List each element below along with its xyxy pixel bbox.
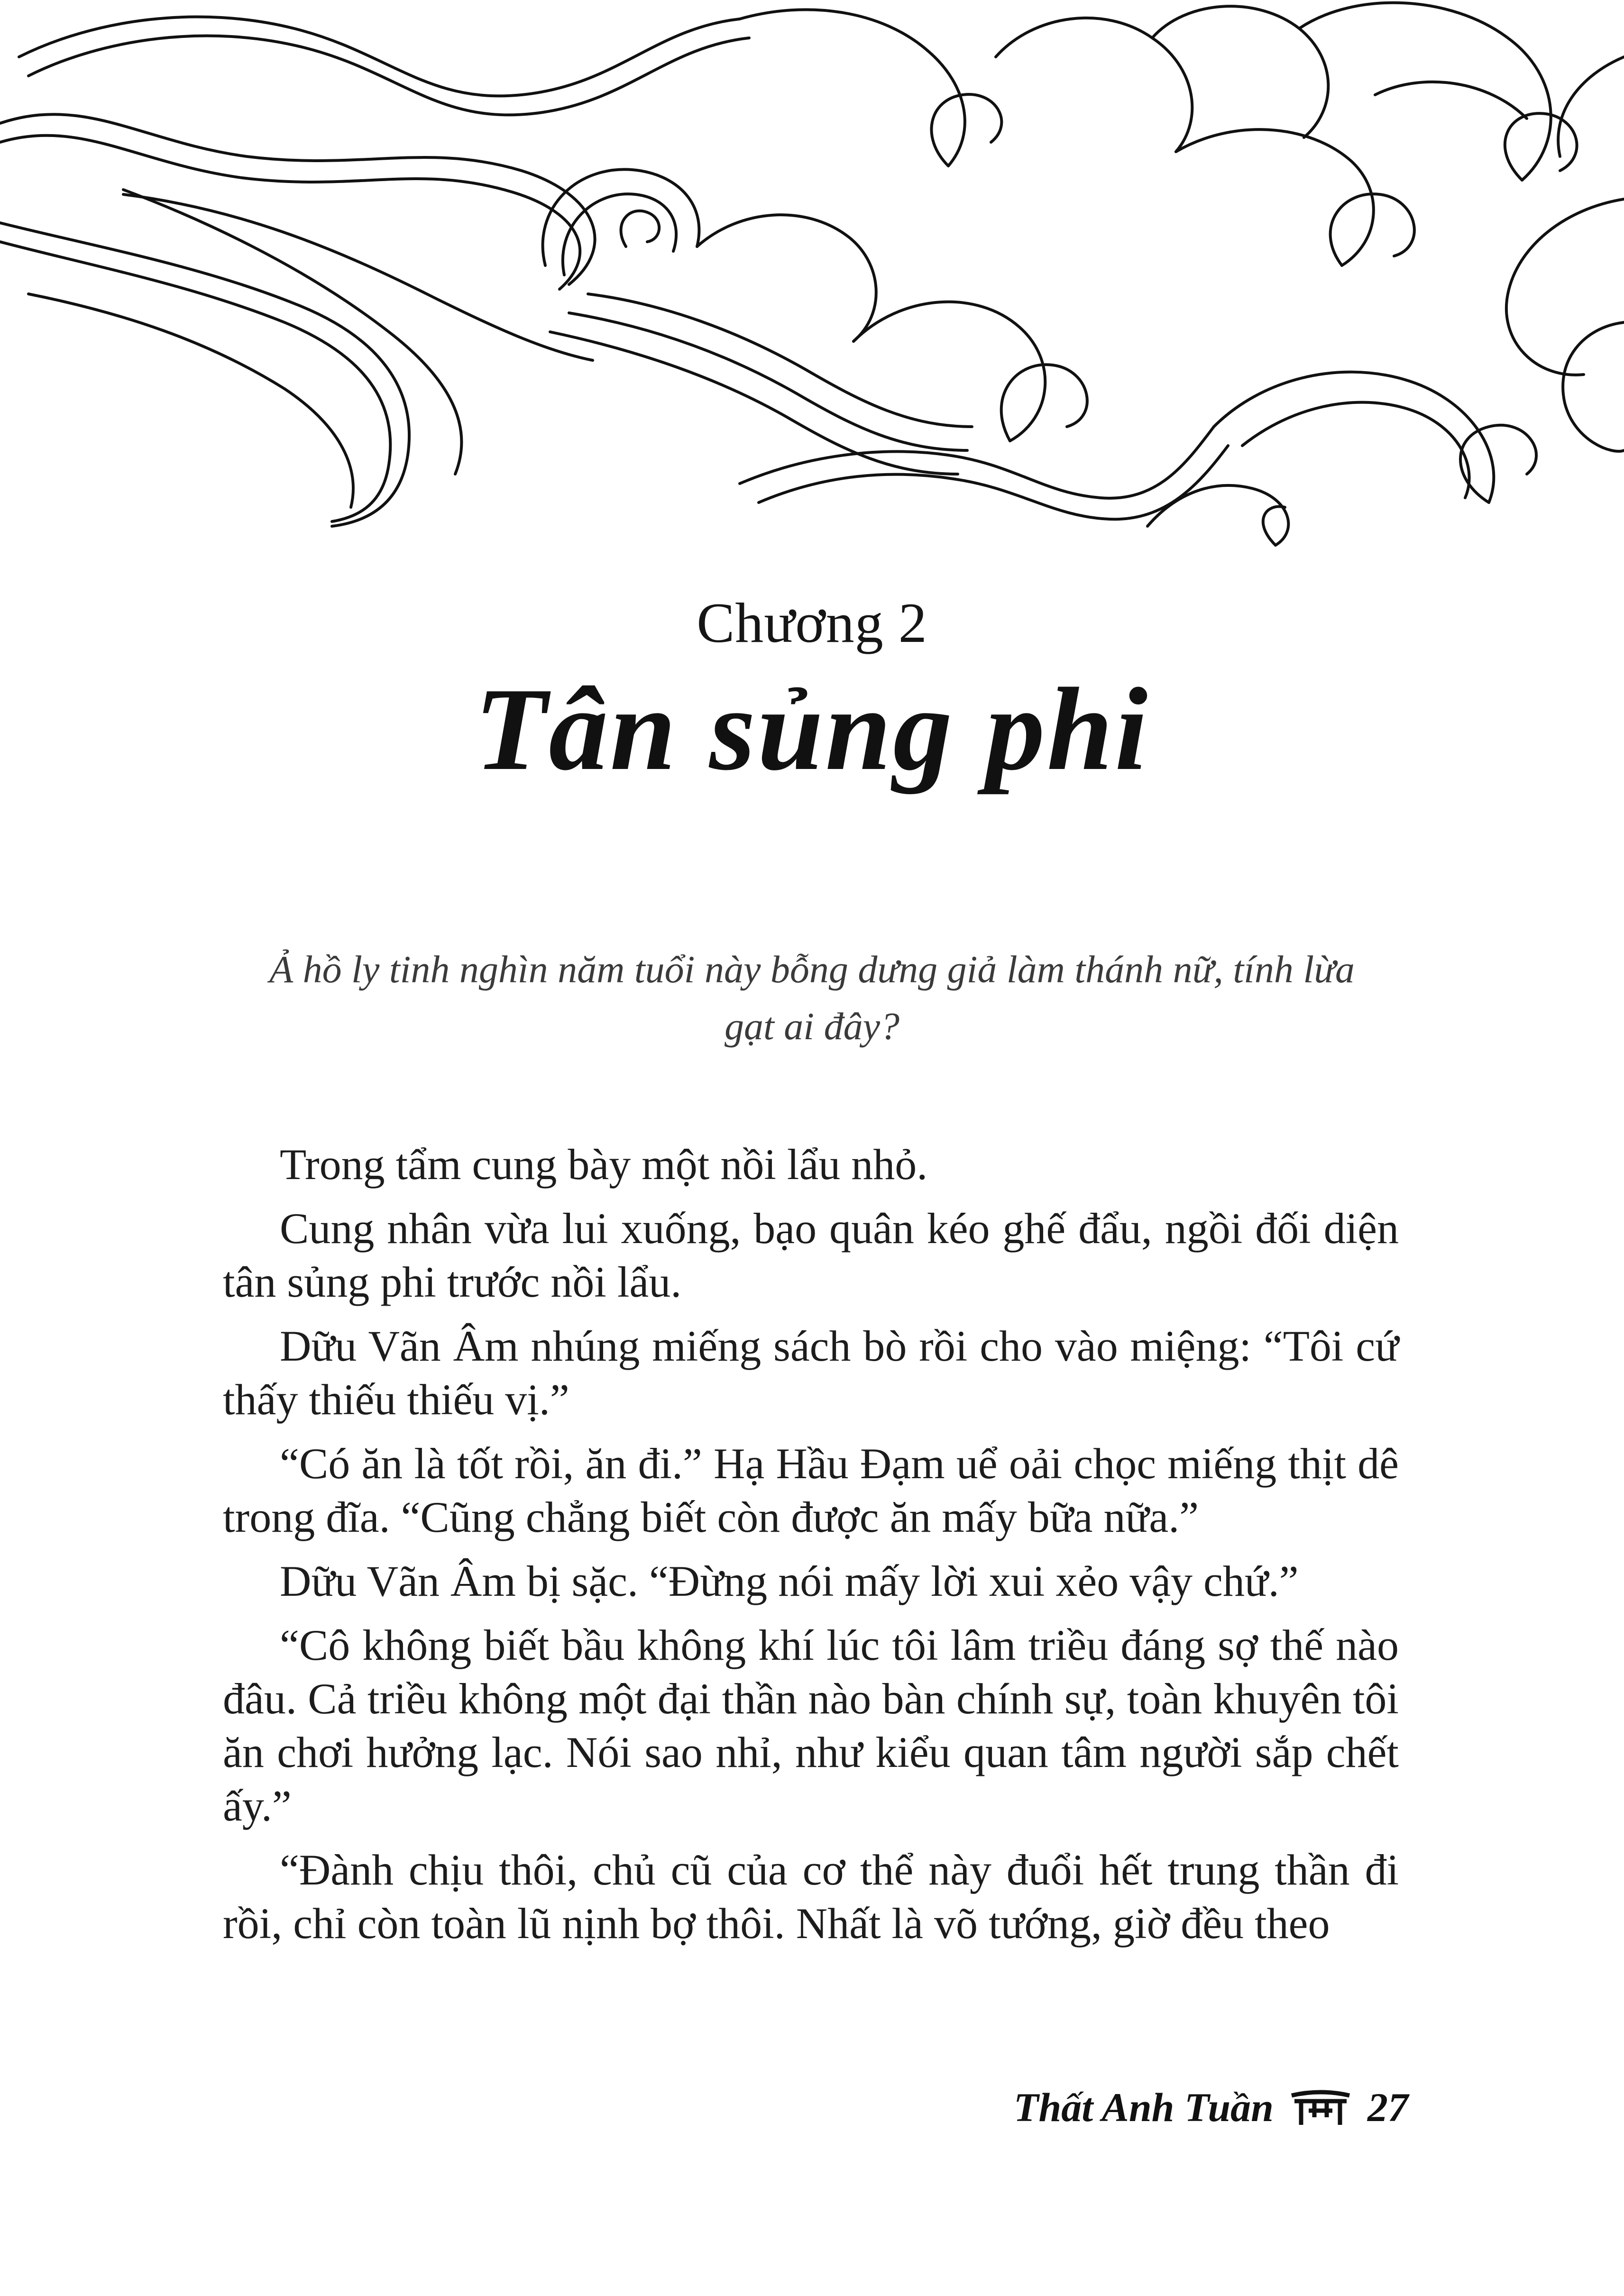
cloud-decoration <box>0 0 1624 550</box>
page-footer <box>1014 2084 1408 2131</box>
paragraph: Dữu Vãn Âm bị sặc. “Đừng nói mấy lời xui xẻo vậy chứ.” <box>280 1557 1299 1605</box>
paragraph: Cung nhân vừa lui xuống, bạo quân kéo ghế đẩu, ngồi đối diện tân sủng phi trước nồi lẩu. <box>223 1204 1399 1306</box>
epigraph: Ả hồ ly tinh nghìn năm tuổi này bỗng dưng giả làm thánh nữ, tính lừa gạt ai đây? <box>269 948 1355 1048</box>
paragraph: “Có ăn là tốt rồi, ăn đi.” Hạ Hầu Đạm uể oải chọc miếng thịt dê trong đĩa. “Cũng chẳng biết còn được ăn mấy bữa nữa.” <box>223 1439 1399 1541</box>
book-title: Thất Anh Tuần <box>1013 2085 1274 2130</box>
paragraph: “Cô không biết bầu không khí lúc tôi lâm triều đáng sợ thế nào đâu. Cả triều không một đại thần nào bàn chính sự, toàn khuyên tôi ăn chơi hưởng lạc. Nói sao nhỉ, như kiểu quan tâm người sắp chết ấy.” <box>223 1621 1399 1830</box>
paragraph: Trong tẩm cung bày một nồi lẩu nhỏ. <box>280 1140 928 1189</box>
chapter-body <box>223 1138 1399 1961</box>
chapter-title: Tân sủng phi <box>474 664 1150 795</box>
page-number: 27 <box>1367 2085 1408 2130</box>
paragraph: Dữu Vãn Âm nhúng miếng sách bò rồi cho vào miệng: “Tôi cứ thấy thiếu thiếu vị.” <box>223 1322 1399 1424</box>
gate-icon <box>1290 2089 1351 2126</box>
chapter-label: Chương 2 <box>697 591 927 654</box>
paragraph: “Đành chịu thôi, chủ cũ của cơ thể này đuổi hết trung thần đi rồi, chỉ còn toàn lũ nịnh bợ thôi. Nhất là võ tướng, giờ đều theo <box>223 1846 1399 1948</box>
